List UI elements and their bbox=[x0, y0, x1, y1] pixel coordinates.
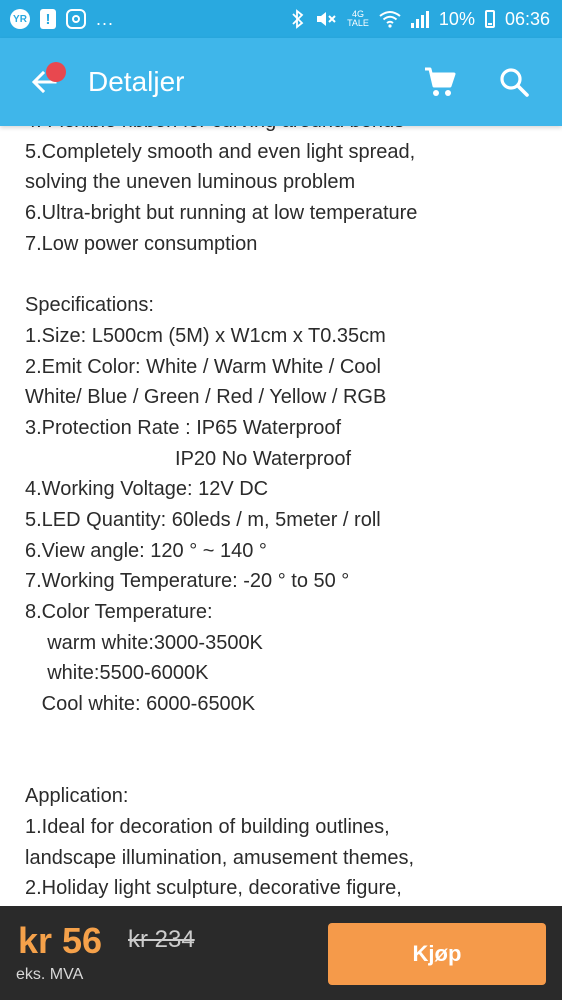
description-line bbox=[25, 259, 555, 290]
status-left bbox=[10, 9, 114, 30]
description-line: 2.Emit Color: White / Warm White / Cool bbox=[25, 355, 381, 378]
mute-icon bbox=[315, 9, 337, 29]
old-price: kr 234 bbox=[128, 926, 195, 953]
description-line: solving the uneven luminous problem bbox=[25, 171, 356, 194]
product-description[interactable] bbox=[0, 126, 562, 906]
battery-icon bbox=[485, 10, 495, 28]
page-title: Detaljer bbox=[88, 66, 185, 97]
description-line: warm white:3000-3500K bbox=[25, 631, 263, 654]
cart-button[interactable] bbox=[414, 56, 466, 108]
description-line: 4.Working Voltage: 12V DC bbox=[25, 478, 269, 501]
description-line: 1.Ideal for decoration of building outlines, bbox=[25, 815, 390, 838]
notification-dot bbox=[46, 62, 66, 82]
status-bar bbox=[0, 0, 562, 38]
more-notifications-icon: ... bbox=[96, 8, 115, 29]
battery-percent: 10% bbox=[438, 8, 475, 29]
yr-app-icon: YR bbox=[10, 9, 30, 29]
description-line bbox=[25, 750, 555, 781]
description-line: Application: bbox=[25, 785, 129, 808]
description-line: 7.Low power consumption bbox=[25, 232, 258, 255]
description-line: 5.LED Quantity: 60leds / m, 5meter / roll bbox=[25, 508, 381, 531]
description-line: Cool white: 6000-6500K bbox=[25, 693, 256, 716]
vat-label: eks. MVA bbox=[16, 966, 84, 983]
network-type-label: 4G TALE bbox=[347, 9, 369, 28]
description-line: landscape illumination, amusement themes, bbox=[25, 846, 415, 869]
back-button[interactable] bbox=[14, 52, 74, 112]
description-line: IP20 No Waterproof bbox=[25, 447, 352, 470]
search-button[interactable] bbox=[488, 56, 540, 108]
purchase-bar bbox=[0, 906, 562, 1000]
buy-button[interactable]: Kjøp bbox=[328, 923, 546, 985]
description-line: 3.Protection Rate : IP65 Waterproof bbox=[25, 416, 342, 439]
description-line: 7.Working Temperature: -20 ° to 50 ° bbox=[25, 570, 350, 593]
cart-icon bbox=[423, 65, 457, 99]
description-line: 6.View angle: 120 ° ~ 140 ° bbox=[25, 539, 267, 562]
signal-icon bbox=[411, 10, 429, 28]
alert-icon: ! bbox=[40, 9, 56, 29]
description-line: Specifications: bbox=[25, 294, 154, 317]
wifi-icon bbox=[379, 10, 401, 28]
app-bar bbox=[0, 38, 562, 126]
description-line: White/ Blue / Green / Red / Yellow / RGB bbox=[25, 386, 387, 409]
description-line: 8.Color Temperature: bbox=[25, 601, 213, 623]
description-line: 1.Size: L500cm (5M) x W1cm x T0.35cm bbox=[25, 324, 386, 347]
description-line: 6.Ultra-bright but running at low temperature bbox=[25, 202, 418, 225]
instagram-icon bbox=[66, 9, 86, 29]
description-text bbox=[25, 106, 555, 904]
clock: 06:36 bbox=[504, 8, 550, 29]
description-line bbox=[25, 720, 555, 751]
description-line: 5.Completely smooth and even light spread, bbox=[25, 140, 416, 163]
search-icon bbox=[498, 66, 530, 98]
bluetooth-icon bbox=[291, 9, 305, 29]
description-line: white:5500-6000K bbox=[25, 662, 209, 685]
status-right bbox=[291, 9, 550, 30]
description-line: 2.Holiday light sculpture, decorative figure, bbox=[25, 877, 402, 900]
price: kr 56 bbox=[18, 920, 103, 961]
